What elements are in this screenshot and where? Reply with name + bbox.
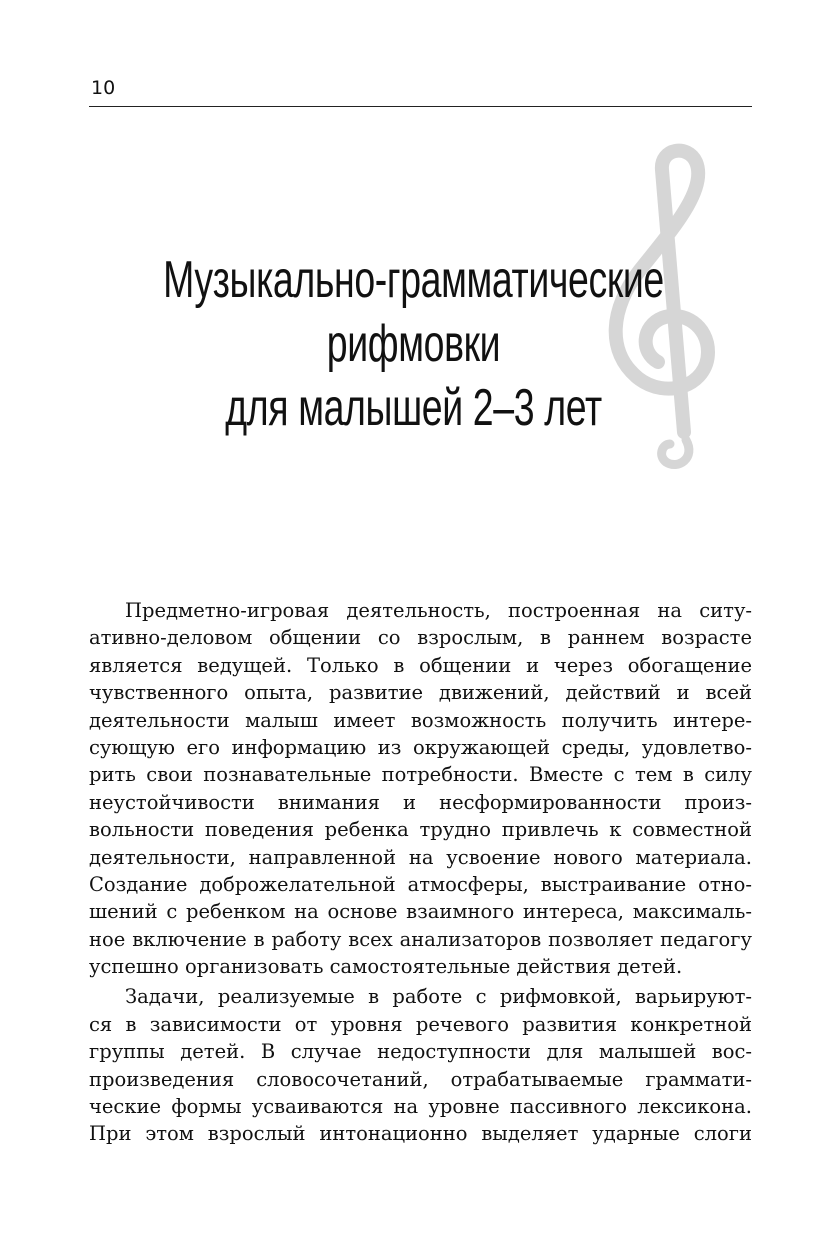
title-line: рифмовки <box>326 315 501 373</box>
paragraph-2 <box>89 983 752 1147</box>
text-line: вольности поведения ребенка трудно привлечь к совместной <box>89 818 752 842</box>
text-line: Предметно-игровая деятельность, построенная на ситу- <box>125 599 752 622</box>
title-line: Музыкально-грамматические <box>163 251 664 309</box>
text-line: чувственного опыта, развитие движений, действий и всей <box>89 681 752 705</box>
text-line: шений с ребенком на основе взаимного интереса, максималь- <box>89 900 752 924</box>
title-line: для малышей 2–3 лет <box>225 379 602 437</box>
text-line: Задачи, реализуемые в работе с рифмовкой, варьируют- <box>125 985 752 1009</box>
body-text <box>89 597 752 1148</box>
text-line: ческие формы усваиваются на уровне пассивного лексикона. <box>89 1095 752 1119</box>
text-line: сующую его информацию из окружающей среды, удовлетво- <box>89 735 752 759</box>
text-line: деятельности, направленной на усвоение нового материала. <box>89 845 752 869</box>
text-line: ся в зависимости от уровня речевого развития конкретной <box>89 1012 752 1036</box>
text-line: группы детей. В случае недоступности для малышей вос- <box>89 1040 752 1064</box>
page-number: 10 <box>91 77 116 99</box>
text-line: является ведущей. Только в общении и через обогащение <box>89 653 752 677</box>
text-line: ативно-деловом общении со взрослым, в раннем возрасте <box>89 626 752 650</box>
text-line: Создание доброжелательной атмосферы, выстраивание отно- <box>89 872 752 896</box>
text-line: произведения словосочетаний, отрабатываемые граммати- <box>89 1067 752 1091</box>
text-line: ное включение в работу всех анализаторов позволяет педагогу <box>89 927 752 951</box>
paragraph-1 <box>89 597 752 980</box>
header-rule <box>89 106 752 107</box>
text-line: неустойчивости внимания и несформированности произ- <box>89 790 752 814</box>
text-line: При этом взрослый интонационно выделяет ударные слоги <box>89 1122 752 1146</box>
text-line: деятельности малыш имеет возможность получить интере- <box>89 708 752 732</box>
text-line: рить свои познавательные потребности. Вместе с тем в силу <box>89 763 752 787</box>
text-line: успешно организовать самостоятельные действия детей. <box>89 955 683 979</box>
chapter-title <box>159 248 668 440</box>
